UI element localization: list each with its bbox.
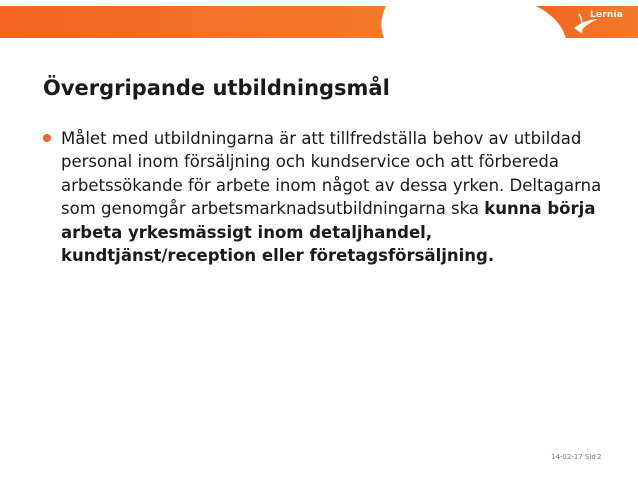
footer-date: 14-02-17 Sid	[551, 453, 596, 461]
bullet-text-bold: kunna börja arbeta yrkesmässigt inom detaljhandel, kundtjänst/reception eller företagsförsäljning.	[61, 199, 596, 266]
slide-title: Övergripande utbildningsmål	[43, 76, 390, 100]
bullet-item	[43, 127, 603, 267]
bullet-text-regular: Målet med utbildningarna är att tillfredställa behov av utbildad personal inom försäljning och kundservice och att förbereda arbetssökande för arbete inom något av dessa yrken. Deltagarna som genomgår arbetsmarknadsutbildningarna ska	[61, 129, 602, 219]
header-band-main	[0, 6, 386, 38]
brand-logo-text: Lernia	[590, 10, 624, 20]
header-graphic	[0, 0, 638, 40]
header-band	[0, 0, 638, 40]
footer-page-number: 2	[597, 453, 602, 461]
bullet-text	[61, 127, 603, 267]
bullet-dot-icon	[43, 134, 51, 142]
